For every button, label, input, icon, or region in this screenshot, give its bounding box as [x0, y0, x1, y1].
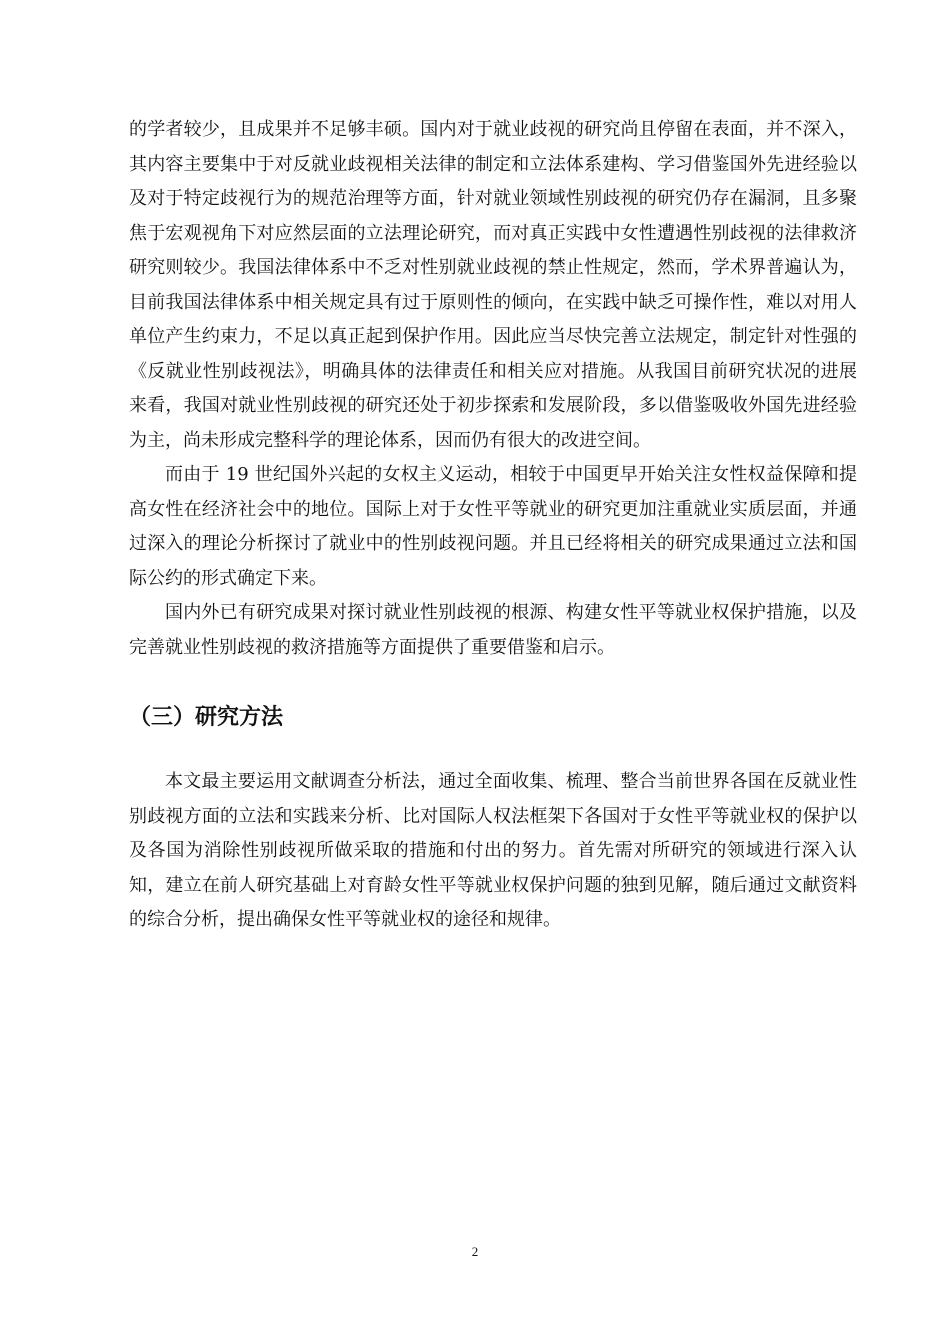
- body-paragraph-1: 的学者较少，且成果并不足够丰硕。国内对于就业歧视的研究尚且停留在表面，并不深入，其内容主要集中于对反就业歧视相关法律的制定和立法体系建构、学习借鉴国外先进经验以及对于特定歧视行为的规范治理等方面，针对就业领域性别歧视的研究仍存在漏洞，且多聚焦于宏观视角下对应然层面的立法理论研究，而对真正实践中女性遭遇性别歧视的法律救济研究则较少。我国法律体系中不乏对性别就业歧视的禁止性规定，然而，学术界普遍认为，目前我国法律体系中相关规定具有过于原则性的倾向，在实践中缺乏可操作性，难以对用人单位产生约束力，不足以真正起到保护作用。因此应当尽快完善立法规定，制定针对性强的《反就业性别歧视法》，明确具体的法律责任和相关应对措施。从我国目前研究状况的进展来看，我国对就业性别歧视的研究还处于初步探索和发展阶段，多以借鉴吸收外国先进经验为主，尚未形成完整科学的理论体系，因而仍有很大的改进空间。: [129, 119, 857, 451]
- section-heading-research-methods: （三）研究方法: [129, 705, 284, 730]
- body-paragraph-2: 而由于 19 世纪国外兴起的女权主义运动，相较于中国更早开始关注女性权益保障和提高女性在经济社会中的地位。国际上对于女性平等就业的研究更加注重就业实质层面，并通过深入的理论分析探讨了就业中的性别歧视问题。并且已经将相关的研究成果通过立法和国际公约的形式确定下来。: [129, 464, 857, 589]
- page-number: 2: [471, 1244, 479, 1259]
- body-paragraph-3: 国内外已有研究成果对探讨就业性别歧视的根源、构建女性平等就业权保护措施，以及完善就业性别歧视的救济措施等方面提供了重要借鉴和启示。: [129, 602, 857, 658]
- page-body: [129, 113, 857, 938]
- body-paragraph-methods: 本文最主要运用文献调查分析法，通过全面收集、梳理、整合当前世界各国在反就业性别歧视方面的立法和实践来分析、比对国际人权法框架下各国对于女性平等就业权的保护以及各国为消除性别歧视所做采取的措施和付出的努力。首先需对所研究的领域进行深入认知，建立在前人研究基础上对育龄女性平等就业权保护问题的独到见解，随后通过文献资料的综合分析，提出确保女性平等就业权的途径和规律。: [129, 771, 857, 930]
